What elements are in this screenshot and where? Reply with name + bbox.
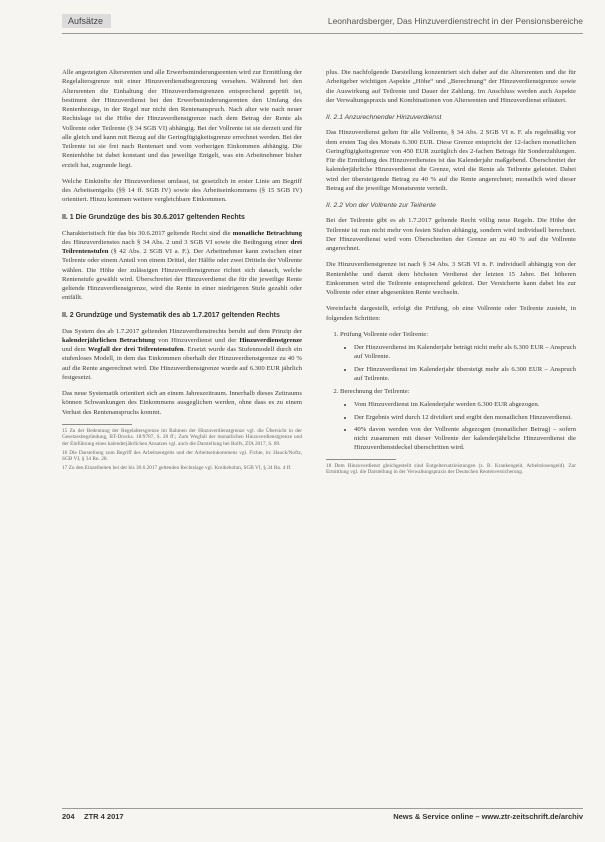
- list-item: • Der Hinzuverdienst im Kalenderjahr beträgt nicht mehr als 6.300 EUR – Anspruch auf Vollrente.: [354, 343, 576, 362]
- list-item: • 40% davon werden von der Vollrente abgezogen (monatlicher Betrag) – sofern nicht zusammen mit dieser Vollrente der kalenderjährliche Hinzuverdienst die Hinzuverdienstdeckel überschritten wird.: [354, 425, 576, 453]
- paragraph: Charakteristisch für das bis 30.6.2017 geltende Recht sind die monatliche Betrachtung des Hinzuverdienstes nach § 34 Abs. 2 und 3 SGB VI sowie die Bedingung einer drei Teilrentenstufen (§ 42 Abs. 2 SGB VI a. F.). Der Arbeitnehmer kann zwischen einer Teilrente oder einem Anteil von einem Drittel, der Hälfte oder zwei Dritteln der Vollrente wählen. Die Höhe der zulässigen Hinzuverdienstgrenze richtet sich danach, welche Rentenstufe gewählt wird. Überschreitet der Hinzuverdienst die für die jeweilige Rente geltende Hinzuverdienstgrenze, wird die Rente in einer niedrigeren Stufe gezahlt oder entfällt.: [62, 229, 302, 302]
- paragraph: Das System des ab 1.7.2017 geltenden Hinzuverdienstrechts beruht auf dem Prinzip der kalenderjährlichen Betrachtung von Hinzuverdienst und der Hinzuverdienstgrenze und dem Wegfall der drei Teilrentenstufen. Ersetzt wurde das Stufenmodell durch ein stufenloses Modell, in dem das Einkommen oberhalb der Hinzuverdienstgrenze zu 40 % auf die Rente angerechnet wird. Die Hinzuverdienstgrenze wurde auf 6.300 EUR jährlich festgesetzt.: [62, 327, 303, 381]
- footnote-rule: [62, 424, 132, 425]
- step-title: Berechnung der Teilrente:: [340, 388, 410, 395]
- footnote: 15 Zu der Bedeutung der Regelaltersgrenze im Rahmen der Hinzuverdienstgrenze vgl. die Übersicht in der Gesetzesbegründung, BT-Drucks. 18/9787, S. 28 ff.; Zum Wegfall der monatlichen Hinzuverdienstgrenze und der Einführung eines kalenderjährlichen Ansatzes vgl. auch die Darstellung bei Rolfs, ZfA 2017, S. 89.: [62, 427, 302, 447]
- footnotes: [62, 428, 302, 472]
- paragraph: Alle angezeigten Altersrenten und alle Erwerbsminderungsrenten wird zur Ermittlung der Regelaltersgrenze mit einer Hinzuverdienstbegrenzung versehen. Während bei den Altersrenten die Einhaltung der Hinzuverdienstgrenzen entsprechend geprüft ist, bestimmt der Hinzuverdienst bei den Erwerbsminderungsrenten den Umfang des Rentenbezugs, in der Regel nur nicht den Rentenanspruch. Nach alter wie nach neuer Rechtslage ist die Höhe der Hinzuverdienstgrenze nach dem Betrag der Rente als Vollrente oder Teilrente (§ 34 SGB VI) abhängig. Bei der Vollrente ist sie derzeit und für alle gleich und kann mit Bezug auf die Geringfügigkeitsgrenze errechnet werden. Bei der Teilrente ist sie frei nach Rentenart und vom vorherigen Einkommen abhängig. Die Rentenhöhe ist dabei konstant und das jeweilige Entgelt, was ein Arbeitnehmer bisher erzielt hat, zugrunde liegt.: [62, 69, 302, 169]
- section-heading: II. 2 Grundzüge und Systematik des ab 1.7.2017 geltenden Rechts: [62, 311, 280, 319]
- footer-promo-link[interactable]: News & Service online – www.ztr-zeitschrift.de/archiv: [393, 812, 583, 821]
- step-item: [340, 387, 576, 453]
- footnote: 17 Zu den Einzelheiten bei der bis 30.6.2017 geltenden Rechtslage vgl. Kreikebohm, SGB VI, § 34 Rn. 4 ff.: [62, 464, 292, 471]
- step-sublist: [340, 400, 576, 452]
- subsection-heading: II. 2.2 Von der Vollrente zur Teilrente: [326, 202, 436, 209]
- paragraph: Bei der Teilrente gibt es ab 1.7.2017 geltende Recht völlig neue Regeln. Die Höhe der Teilrente ist nun nicht mehr von festen Stufen abhängig, sondern wird individuell berechnet. Der Hinzuverdienst wird vom Überschreiten der Grenze an zu 40 % auf die Vollrente angerechnet.: [326, 217, 576, 252]
- page-number: 204: [62, 812, 75, 821]
- list-item: • Der Ergebnis wird durch 12 dividiert und ergibt den monatlichen Hinzuverdienst.: [354, 413, 576, 422]
- footer-rule: [62, 808, 583, 809]
- subsection-heading: II. 2.1 Anzurechnender Hinzuverdienst: [326, 114, 442, 121]
- paragraph: plus. Die nachfolgende Darstellung konzentriert sich daher auf die Altersrenten und die für Arbeitgeber wichtigen Aspekte „Höhe“ und „Berechnung“ der Hinzuverdienstgrenze sowie die Auswirkung auf Teilrente und Dauer der Zahlung. Im Anschluss werden auch Aspekte der Verwaltungspraxis und Kombinationen von Altersrenten und Hinzuverdienst erläutert.: [326, 69, 576, 104]
- right-column: [326, 68, 576, 478]
- step-item: [340, 330, 576, 383]
- page-header: [62, 14, 583, 30]
- paragraph: Die Hinzuverdienstgrenze ist nach § 34 Abs. 3 SGB VI n. F. individuell abhängig von der Rentenhöhe und damit dem höchsten Verdienst der letzten 15 Jahre. Bei höheren Einkommen wird die Teilrente entsprechend gekürzt. Der Versicherte kann dabei bis zur Vollrente oder einer abgesenkten Rente wechseln.: [326, 261, 576, 296]
- paragraph: Vereinfacht dargestellt, erfolgt die Prüfung, ob eine Vollrente oder Teilrente zusteht, in folgenden Schritten:: [326, 305, 576, 322]
- section-label: Aufsätze: [62, 14, 111, 28]
- steps-list: [326, 330, 576, 453]
- section-heading: II. 1 Die Grundzüge des bis 30.6.2017 geltenden Rechts: [62, 213, 245, 221]
- left-column: [62, 68, 302, 473]
- footnote: 16 Die Darstellung zum Begriff des Arbeitsentgelts und der Arbeitseinkommens vgl. Fichte, in: Hauck/Noftz, SGB VI, § 34 Rn. 28.: [62, 449, 302, 463]
- journal-issue: ZTR 4 2017: [84, 812, 124, 821]
- footnote-rule: [326, 459, 396, 460]
- footnotes: [326, 463, 576, 476]
- paragraph: Das Hinzuverdienst gelten für alle Vollrente, § 34 Abs. 2 SGB VI n. F. als regelmäßig vor dem ersten Tag des Monats 6.300 EUR. Diese Grenze entspricht der 12-fachen monatlichen Geringfügigkeitsgrenze von 450 EUR zuzüglich des 2-fachen Betrags für Sonderzahlungen. Für die Ermittlung des Hinzuverdienstes ist das Kalenderjahr maßgebend. Überschreitet der kalenderjährliche Hinzuverdienst die Grenze, wird die Rente als Teilrente geleistet. Dabei wird der übersteigende Betrag zu 40 % auf die Rente angerechnet; monatlich wird dieser Betrag auf die jeweilige Monatsrente verteilt.: [326, 129, 576, 192]
- paragraph: Welche Einkünfte der Hinzuverdienst umfasst, ist gesetzlich in erster Linie am Begriff des Arbeitsentgelts (§§ 14 ff. SGB IV) sowie des Arbeitseinkommens (§ 15 SGB IV) orientiert. Hinzu kommen weitere vergleichbare Einkommen.: [62, 177, 302, 204]
- list-item: • Der Hinzuverdienst im Kalenderjahr übersteigt mehr als 6.300 EUR – Anspruch auf Teilrente.: [354, 365, 576, 384]
- paragraph: Das neue Systematik orientiert sich an einem Jahreszeitraum. Innerhalb dieses Zeitraums können Schwankungen des Einkommens ausgeglichen werden, ohne dass es zu einem Verlust des Rentenanspruchs kommt.: [62, 390, 302, 416]
- running-head: Leonhardsberger, Das Hinzuverdienstrecht in der Pensionsbereiche: [327, 16, 583, 26]
- footnote: 18 Dem Hinzuverdienst gleichgestellt sind Entgeltersatzleistungen (z. B. Krankengeld, Arbeitslosengeld). Zur Ermittlung vgl. die Darstellung in der Verwaltungspraxis der Deutschen Rentenversicherung.: [326, 462, 576, 476]
- page-footer: [62, 812, 583, 824]
- step-title: Prüfung Vollrente oder Teilrente:: [340, 330, 429, 338]
- list-item: • Vom Hinzuverdienst im Kalenderjahr werden 6.300 EUR abgezogen.: [354, 400, 576, 409]
- header-rule: [62, 33, 583, 34]
- step-sublist: [340, 343, 576, 383]
